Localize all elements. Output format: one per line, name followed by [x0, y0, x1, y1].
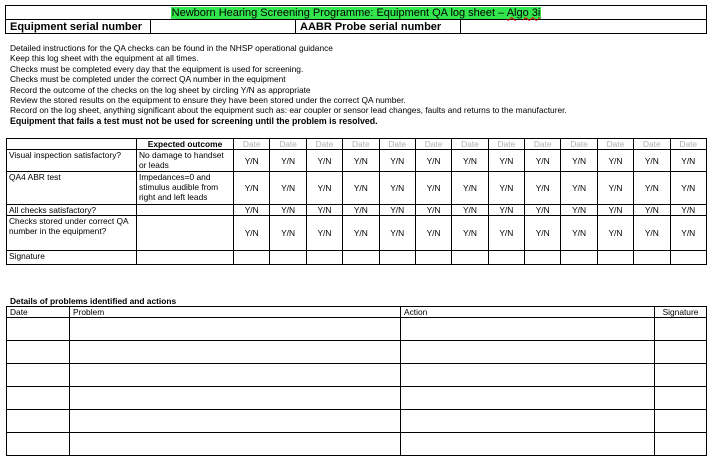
yn-choice[interactable]: Y/N — [234, 216, 270, 251]
yn-choice[interactable]: Y/N — [670, 205, 707, 216]
yn-choice[interactable]: Y/N — [270, 172, 306, 205]
qa-check-row — [7, 216, 707, 251]
yn-choice[interactable]: Y/N — [306, 172, 342, 205]
yn-choice[interactable]: Y/N — [452, 172, 488, 205]
sheet-title — [6, 6, 707, 20]
problem-cell[interactable] — [70, 387, 401, 410]
yn-choice[interactable]: Y/N — [343, 216, 379, 251]
yn-choice[interactable]: Y/N — [670, 216, 707, 251]
action-cell[interactable] — [401, 410, 655, 433]
yn-choice[interactable]: Y/N — [561, 150, 597, 172]
yn-choice[interactable]: Y/N — [452, 150, 488, 172]
yn-choice[interactable]: Y/N — [415, 216, 451, 251]
date-column-header[interactable]: Date — [234, 139, 270, 150]
yn-choice[interactable]: Y/N — [525, 216, 561, 251]
signature-cell[interactable] — [343, 251, 379, 265]
yn-choice[interactable]: Y/N — [343, 172, 379, 205]
date-column-header[interactable]: Date — [452, 139, 488, 150]
problem-cell[interactable] — [70, 410, 401, 433]
yn-choice[interactable]: Y/N — [488, 216, 524, 251]
date-cell[interactable] — [7, 364, 70, 387]
signature-cell[interactable] — [655, 410, 707, 433]
signature-cell[interactable] — [379, 251, 415, 265]
signature-cell[interactable] — [655, 318, 707, 341]
action-cell[interactable] — [401, 387, 655, 410]
qa-check-row — [7, 205, 707, 216]
date-column-header[interactable]: Date — [634, 139, 670, 150]
problems-table — [6, 306, 707, 456]
check-item: Visual inspection satisfactory? — [7, 150, 137, 172]
yn-choice[interactable]: Y/N — [561, 205, 597, 216]
expected-outcome-header: Expected outcome — [137, 139, 234, 150]
qa-check-row — [7, 251, 707, 265]
signature-cell[interactable] — [270, 251, 306, 265]
probe-serial-label: AABR Probe serial number — [296, 20, 461, 34]
failure-warning: Equipment that fails a test must not be used for screening until the problem is resolved. — [10, 115, 378, 126]
qa-check-row — [7, 150, 707, 172]
instruction-line: Record on the log sheet, anything significant about the equipment such as: ear coupler or sensor lead changes, faults and returns to the manufacturer. — [10, 105, 567, 116]
instruction-line: Record the outcome of the checks on the log sheet by circling Y/N as appropriate — [10, 84, 311, 95]
yn-choice[interactable]: Y/N — [561, 172, 597, 205]
yn-choice[interactable]: Y/N — [234, 205, 270, 216]
yn-choice[interactable]: Y/N — [415, 172, 451, 205]
check-item: Signature — [7, 251, 137, 265]
problem-row — [7, 318, 707, 341]
qa-check-table — [6, 138, 707, 265]
yn-choice[interactable]: Y/N — [634, 172, 670, 205]
date-cell[interactable] — [7, 341, 70, 364]
yn-choice[interactable]: Y/N — [379, 216, 415, 251]
signature-cell[interactable] — [670, 251, 707, 265]
signature-cell[interactable] — [525, 251, 561, 265]
problem-row — [7, 341, 707, 364]
signature-cell[interactable] — [655, 387, 707, 410]
signature-cell[interactable] — [597, 251, 633, 265]
yn-choice[interactable]: Y/N — [415, 150, 451, 172]
action-column-header: Action — [401, 307, 655, 318]
equipment-serial-field[interactable] — [151, 20, 296, 34]
yn-choice[interactable]: Y/N — [379, 150, 415, 172]
signature-cell[interactable] — [561, 251, 597, 265]
yn-choice[interactable]: Y/N — [670, 172, 707, 205]
problem-cell[interactable] — [70, 433, 401, 456]
equipment-serial-label: Equipment serial number — [6, 20, 151, 34]
yn-choice[interactable]: Y/N — [525, 150, 561, 172]
action-cell[interactable] — [401, 364, 655, 387]
problem-cell[interactable] — [70, 364, 401, 387]
expected-outcome — [137, 205, 234, 216]
signature-cell[interactable] — [234, 251, 270, 265]
yn-choice[interactable]: Y/N — [634, 205, 670, 216]
yn-choice[interactable]: Y/N — [452, 216, 488, 251]
header-table — [5, 5, 707, 34]
yn-choice[interactable]: Y/N — [270, 216, 306, 251]
expected-outcome: No damage to handset or leads — [137, 150, 234, 172]
yn-choice[interactable]: Y/N — [597, 205, 633, 216]
date-cell[interactable] — [7, 433, 70, 456]
date-column-header[interactable]: Date — [270, 139, 306, 150]
instruction-line: Detailed instructions for the QA checks can be found in the NHSP operational guidance — [10, 43, 333, 53]
date-cell[interactable] — [7, 387, 70, 410]
signature-cell[interactable] — [452, 251, 488, 265]
action-cell[interactable] — [401, 433, 655, 456]
yn-choice[interactable]: Y/N — [234, 150, 270, 172]
date-column-header[interactable]: Date — [415, 139, 451, 150]
date-column-header[interactable]: Date — [670, 139, 707, 150]
yn-choice[interactable]: Y/N — [597, 150, 633, 172]
problem-row — [7, 433, 707, 456]
date-column-header[interactable]: Date — [561, 139, 597, 150]
yn-choice[interactable]: Y/N — [379, 172, 415, 205]
problem-cell[interactable] — [70, 318, 401, 341]
date-column-header[interactable]: Date — [379, 139, 415, 150]
action-cell[interactable] — [401, 318, 655, 341]
signature-cell[interactable] — [415, 251, 451, 265]
instruction-line: Review the stored results on the equipment to ensure they have been stored under the correct QA number. — [10, 95, 406, 106]
instruction-line: Checks must be completed every day that the equipment is used for screening. — [10, 63, 304, 74]
yn-choice[interactable]: Y/N — [525, 172, 561, 205]
problem-row — [7, 387, 707, 410]
yn-choice[interactable]: Y/N — [343, 205, 379, 216]
signature-cell[interactable] — [306, 251, 342, 265]
title-main: Newborn Hearing Screening Programme: Equipment QA log sheet – — [171, 6, 507, 19]
signature-cell[interactable] — [488, 251, 524, 265]
yn-choice[interactable]: Y/N — [525, 205, 561, 216]
instructions — [10, 43, 710, 126]
date-column-header[interactable]: Date — [488, 139, 524, 150]
check-item: QA4 ABR test — [7, 172, 137, 205]
title-device: Algo 3i — [506, 6, 541, 19]
instruction-line: Checks must be completed under the correct QA number in the equipment — [10, 74, 286, 85]
probe-serial-field[interactable] — [461, 20, 707, 34]
yn-choice[interactable]: Y/N — [597, 216, 633, 251]
signature-cell[interactable] — [655, 364, 707, 387]
yn-choice[interactable]: Y/N — [270, 150, 306, 172]
signature-column-header: Signature — [655, 307, 707, 318]
yn-choice[interactable]: Y/N — [234, 172, 270, 205]
date-column-header[interactable]: Date — [597, 139, 633, 150]
item-header — [7, 139, 137, 150]
date-cell[interactable] — [7, 410, 70, 433]
problem-row — [7, 410, 707, 433]
yn-choice[interactable]: Y/N — [634, 216, 670, 251]
signature-cell[interactable] — [655, 433, 707, 456]
yn-choice[interactable]: Y/N — [306, 216, 342, 251]
problems-title: Details of problems identified and actions — [10, 296, 177, 306]
expected-outcome — [137, 251, 234, 265]
problem-column-header: Problem — [70, 307, 401, 318]
expected-outcome: Impedances=0 and stimulus audible from right and left leads — [137, 172, 234, 205]
check-item: All checks satisfactory? — [7, 205, 137, 216]
date-cell[interactable] — [7, 318, 70, 341]
expected-outcome — [137, 216, 234, 251]
yn-choice[interactable]: Y/N — [270, 205, 306, 216]
yn-choice[interactable]: Y/N — [561, 216, 597, 251]
date-column-header: Date — [7, 307, 70, 318]
yn-choice[interactable]: Y/N — [379, 205, 415, 216]
yn-choice[interactable]: Y/N — [306, 150, 342, 172]
date-column-header[interactable]: Date — [525, 139, 561, 150]
yn-choice[interactable]: Y/N — [488, 172, 524, 205]
problem-cell[interactable] — [70, 341, 401, 364]
signature-cell[interactable] — [634, 251, 670, 265]
yn-choice[interactable]: Y/N — [488, 150, 524, 172]
date-column-header[interactable]: Date — [306, 139, 342, 150]
yn-choice[interactable]: Y/N — [415, 205, 451, 216]
yn-choice[interactable]: Y/N — [488, 205, 524, 216]
problem-row — [7, 364, 707, 387]
yn-choice[interactable]: Y/N — [597, 172, 633, 205]
yn-choice[interactable]: Y/N — [670, 150, 707, 172]
yn-choice[interactable]: Y/N — [452, 205, 488, 216]
signature-cell[interactable] — [655, 341, 707, 364]
check-item: Checks stored under correct QA number in the equipment? — [7, 216, 137, 251]
date-column-header[interactable]: Date — [343, 139, 379, 150]
yn-choice[interactable]: Y/N — [306, 205, 342, 216]
instruction-line: Keep this log sheet with the equipment at all times. — [10, 53, 199, 64]
yn-choice[interactable]: Y/N — [343, 150, 379, 172]
action-cell[interactable] — [401, 341, 655, 364]
yn-choice[interactable]: Y/N — [634, 150, 670, 172]
qa-check-row — [7, 172, 707, 205]
